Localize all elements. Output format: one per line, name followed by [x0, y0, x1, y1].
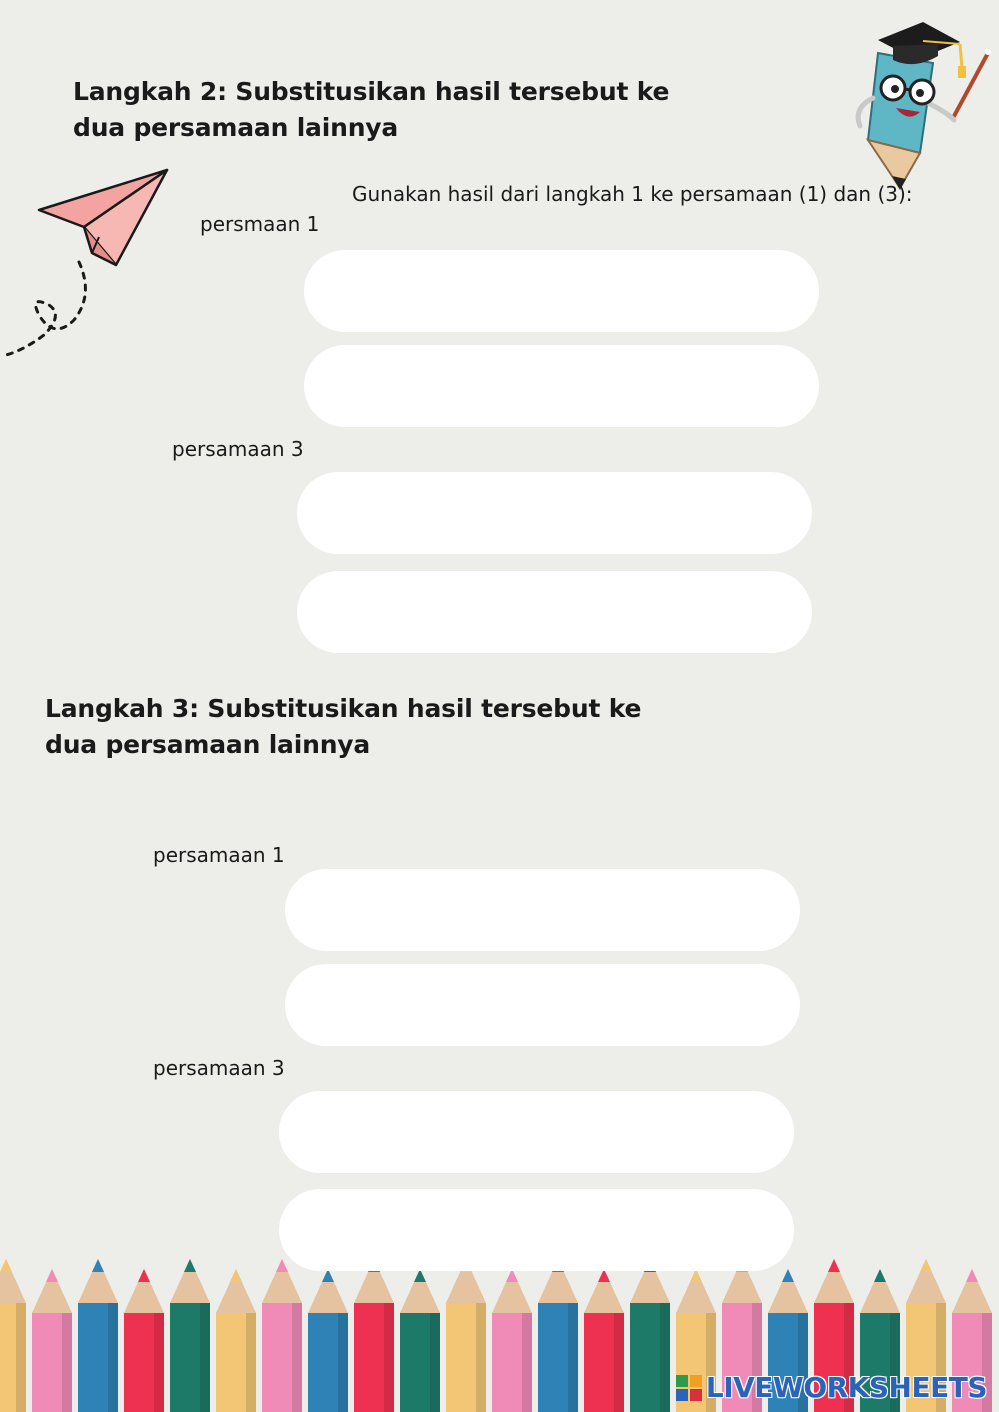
pencil: [32, 1269, 72, 1412]
step3-label-eq3: persamaan 3: [153, 1056, 285, 1080]
step2-instruction: Gunakan hasil dari langkah 1 ke persamaan (1) dan (3):: [352, 182, 913, 206]
pencil: [446, 1259, 486, 1412]
pencil: [216, 1269, 256, 1412]
pencil: [78, 1259, 118, 1412]
step3-heading: Langkah 3: Substitusikan hasil tersebut ke dua persamaan lainnya: [45, 694, 642, 759]
pencil: [354, 1259, 394, 1412]
step2-label-eq3: persamaan 3: [172, 437, 304, 461]
pencil: [400, 1269, 440, 1412]
pencil: [584, 1269, 624, 1412]
step2-eq1-answer-2[interactable]: [304, 345, 819, 427]
pencil: [124, 1269, 164, 1412]
step2-eq3-answer-2[interactable]: [297, 571, 812, 653]
step2-eq3-answer-1[interactable]: [297, 472, 812, 554]
step3-eq1-answer-1[interactable]: [285, 869, 800, 951]
step2-label-eq1: persmaan 1: [200, 212, 320, 236]
pencil: [308, 1269, 348, 1412]
pencil: [630, 1259, 670, 1412]
paper-plane-icon: [4, 165, 179, 360]
step3-eq3-answer-1[interactable]: [279, 1091, 794, 1173]
pencil: [262, 1259, 302, 1412]
step2-eq1-answer-1[interactable]: [304, 250, 819, 332]
pencil: [170, 1259, 210, 1412]
step3-eq1-answer-2[interactable]: [285, 964, 800, 1046]
step3-eq3-answer-2[interactable]: [279, 1189, 794, 1271]
pencil: [538, 1259, 578, 1412]
pencil: [492, 1269, 532, 1412]
step3-label-eq1: persamaan 1: [153, 843, 285, 867]
liveworksheets-logo-icon: [676, 1375, 702, 1401]
pencil-mascot-icon: [848, 8, 998, 193]
step2-heading: Langkah 2: Substitusikan hasil tersebut ke dua persamaan lainnya: [73, 77, 670, 142]
liveworksheets-brand: [676, 1371, 987, 1404]
pencil: [0, 1259, 26, 1412]
liveworksheets-text: LIVEWORKSHEETS: [705, 1371, 987, 1404]
